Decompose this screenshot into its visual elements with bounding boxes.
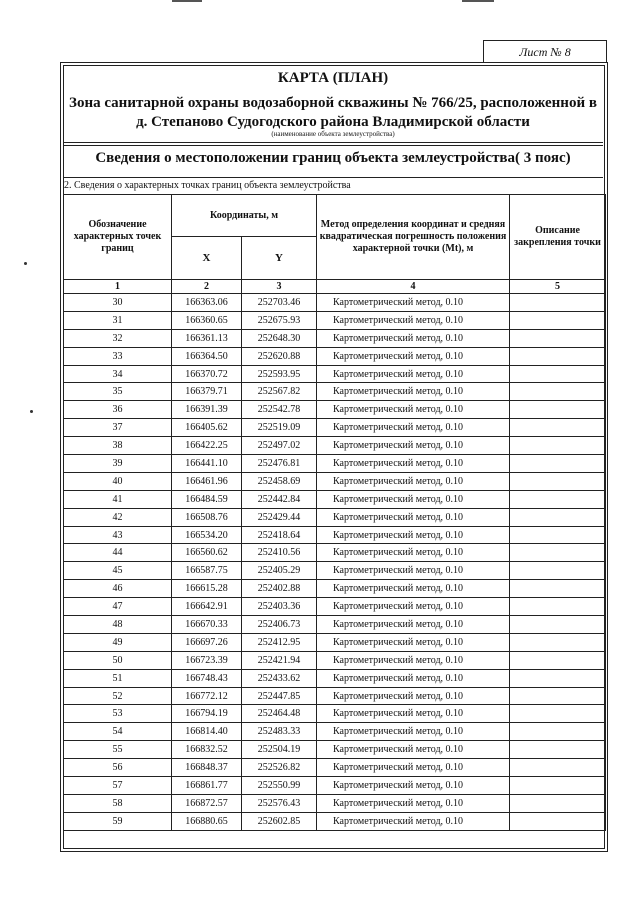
cell-x: 166880.65 — [172, 812, 242, 830]
table-row — [64, 383, 606, 401]
cell-y: 252406.73 — [242, 616, 317, 634]
cell-point: 37 — [64, 419, 172, 437]
cell-point: 44 — [64, 544, 172, 562]
cell-method: Картометрический метод, 0.10 — [317, 329, 510, 347]
cell-y: 252458.69 — [242, 472, 317, 490]
cell-point: 33 — [64, 347, 172, 365]
cell-description — [510, 580, 606, 598]
table-row — [64, 544, 606, 562]
cell-y: 252567.82 — [242, 383, 317, 401]
cell-x: 166534.20 — [172, 526, 242, 544]
header-description: Описание закрепления точки — [510, 195, 606, 280]
cell-y: 252418.64 — [242, 526, 317, 544]
header-method: Метод определения координат и средняя квадратическая погрешность положения характерной точки (Mt), м — [317, 195, 510, 280]
table-row — [64, 723, 606, 741]
document-subtitle: Зона санитарной охраны водозаборной скважины № 766/25, расположенной в д. Степаново Судогодского района Владимирской области — [69, 95, 597, 130]
cell-y: 252542.78 — [242, 401, 317, 419]
cell-description — [510, 419, 606, 437]
cell-y: 252464.48 — [242, 705, 317, 723]
cell-y: 252602.85 — [242, 812, 317, 830]
cell-method: Картометрический метод, 0.10 — [317, 365, 510, 383]
table-row — [64, 455, 606, 473]
cell-description — [510, 383, 606, 401]
cell-method: Картометрический метод, 0.10 — [317, 311, 510, 329]
table-row — [64, 705, 606, 723]
cell-point: 31 — [64, 311, 172, 329]
cell-x: 166848.37 — [172, 759, 242, 777]
cell-method: Картометрический метод, 0.10 — [317, 723, 510, 741]
header-y: Y — [242, 237, 317, 280]
cell-x: 166642.91 — [172, 598, 242, 616]
cell-y: 252402.88 — [242, 580, 317, 598]
cell-y: 252442.84 — [242, 490, 317, 508]
cell-description — [510, 705, 606, 723]
cell-y: 252405.29 — [242, 562, 317, 580]
column-number: 2 — [172, 280, 242, 294]
cell-x: 166484.59 — [172, 490, 242, 508]
cell-y: 252421.94 — [242, 651, 317, 669]
cell-method: Картометрический метод, 0.10 — [317, 562, 510, 580]
cell-y: 252703.46 — [242, 294, 317, 312]
table-row — [64, 347, 606, 365]
cell-description — [510, 526, 606, 544]
cell-method: Картометрический метод, 0.10 — [317, 669, 510, 687]
cell-x: 166508.76 — [172, 508, 242, 526]
scan-speck — [24, 262, 27, 265]
cell-y: 252648.30 — [242, 329, 317, 347]
cell-x: 166723.39 — [172, 651, 242, 669]
sheet-label: Лист № 8 — [483, 40, 607, 63]
cell-y: 252593.95 — [242, 365, 317, 383]
cell-description — [510, 490, 606, 508]
cell-y: 252433.62 — [242, 669, 317, 687]
cell-method: Картометрический метод, 0.10 — [317, 812, 510, 830]
cell-description — [510, 723, 606, 741]
cell-point: 59 — [64, 812, 172, 830]
cell-description — [510, 598, 606, 616]
cell-description — [510, 294, 606, 312]
cell-x: 166697.26 — [172, 633, 242, 651]
column-number: 4 — [317, 280, 510, 294]
cell-description — [510, 347, 606, 365]
cell-method: Картометрический метод, 0.10 — [317, 651, 510, 669]
column-number: 5 — [510, 280, 606, 294]
document-title: КАРТА (ПЛАН) — [277, 70, 389, 86]
cell-method: Картометрический метод, 0.10 — [317, 294, 510, 312]
column-number: 3 — [242, 280, 317, 294]
cell-y: 252526.82 — [242, 759, 317, 777]
cell-point: 55 — [64, 741, 172, 759]
cell-point: 41 — [64, 490, 172, 508]
table-row — [64, 812, 606, 830]
cell-x: 166615.28 — [172, 580, 242, 598]
cell-method: Картометрический метод, 0.10 — [317, 580, 510, 598]
cell-y: 252497.02 — [242, 437, 317, 455]
cell-description — [510, 472, 606, 490]
cell-x: 166772.12 — [172, 687, 242, 705]
cell-x: 166794.19 — [172, 705, 242, 723]
table-row — [64, 401, 606, 419]
cell-x: 166364.50 — [172, 347, 242, 365]
header-designation: Обозначение характерных точек границ — [64, 195, 172, 280]
cell-method: Картометрический метод, 0.10 — [317, 347, 510, 365]
scan-speck — [30, 410, 33, 413]
scan-mark-left — [172, 0, 202, 2]
table-row — [64, 687, 606, 705]
cell-description — [510, 687, 606, 705]
cell-description — [510, 508, 606, 526]
table-row — [64, 669, 606, 687]
cell-description — [510, 401, 606, 419]
cell-method: Картометрический метод, 0.10 — [317, 437, 510, 455]
cell-y: 252447.85 — [242, 687, 317, 705]
table-row — [64, 365, 606, 383]
cell-point: 51 — [64, 669, 172, 687]
cell-description — [510, 311, 606, 329]
cell-x: 166405.62 — [172, 419, 242, 437]
divider — [63, 177, 603, 178]
cell-method: Картометрический метод, 0.10 — [317, 759, 510, 777]
table-row — [64, 562, 606, 580]
cell-method: Картометрический метод, 0.10 — [317, 455, 510, 473]
subsection-title: 2. Сведения о характерных точках границ объекта землеустройства — [64, 180, 351, 191]
cell-y: 252576.43 — [242, 794, 317, 812]
cell-y: 252519.09 — [242, 419, 317, 437]
cell-point: 32 — [64, 329, 172, 347]
cell-point: 30 — [64, 294, 172, 312]
divider — [63, 142, 603, 143]
cell-method: Картометрический метод, 0.10 — [317, 777, 510, 795]
section-title: Сведения о местоположении границ объекта землеустройства( 3 пояс) — [95, 150, 571, 166]
cell-point: 43 — [64, 526, 172, 544]
coordinates-table — [63, 194, 606, 831]
cell-method: Картометрический метод, 0.10 — [317, 794, 510, 812]
cell-y: 252412.95 — [242, 633, 317, 651]
cell-point: 42 — [64, 508, 172, 526]
cell-point: 47 — [64, 598, 172, 616]
table-row — [64, 311, 606, 329]
cell-x: 166379.71 — [172, 383, 242, 401]
table-row — [64, 329, 606, 347]
cell-y: 252550.99 — [242, 777, 317, 795]
cell-x: 166748.43 — [172, 669, 242, 687]
cell-x: 166370.72 — [172, 365, 242, 383]
cell-description — [510, 562, 606, 580]
cell-y: 252483.33 — [242, 723, 317, 741]
cell-point: 40 — [64, 472, 172, 490]
cell-description — [510, 437, 606, 455]
cell-x: 166872.57 — [172, 794, 242, 812]
cell-description — [510, 669, 606, 687]
cell-point: 36 — [64, 401, 172, 419]
table-row — [64, 472, 606, 490]
cell-description — [510, 794, 606, 812]
cell-point: 54 — [64, 723, 172, 741]
cell-y: 252675.93 — [242, 311, 317, 329]
table-row — [64, 777, 606, 795]
table-row — [64, 508, 606, 526]
cell-description — [510, 759, 606, 777]
cell-x: 166587.75 — [172, 562, 242, 580]
cell-x: 166670.33 — [172, 616, 242, 634]
object-caption: (наименование объекта землеустройства) — [271, 130, 395, 138]
cell-description — [510, 633, 606, 651]
cell-method: Картометрический метод, 0.10 — [317, 526, 510, 544]
cell-point: 45 — [64, 562, 172, 580]
cell-point: 50 — [64, 651, 172, 669]
cell-point: 49 — [64, 633, 172, 651]
table-row — [64, 741, 606, 759]
cell-x: 166360.65 — [172, 311, 242, 329]
cell-method: Картометрический метод, 0.10 — [317, 490, 510, 508]
column-number: 1 — [64, 280, 172, 294]
cell-description — [510, 812, 606, 830]
cell-description — [510, 544, 606, 562]
scan-mark-right — [462, 0, 494, 2]
cell-y: 252620.88 — [242, 347, 317, 365]
cell-description — [510, 741, 606, 759]
cell-method: Картометрический метод, 0.10 — [317, 633, 510, 651]
cell-description — [510, 616, 606, 634]
cell-point: 58 — [64, 794, 172, 812]
table-row — [64, 437, 606, 455]
table-row — [64, 580, 606, 598]
cell-method: Картометрический метод, 0.10 — [317, 472, 510, 490]
cell-x: 166422.25 — [172, 437, 242, 455]
cell-x: 166861.77 — [172, 777, 242, 795]
cell-point: 57 — [64, 777, 172, 795]
cell-method: Картометрический метод, 0.10 — [317, 741, 510, 759]
table-row — [64, 294, 606, 312]
cell-y: 252429.44 — [242, 508, 317, 526]
cell-x: 166391.39 — [172, 401, 242, 419]
cell-x: 166814.40 — [172, 723, 242, 741]
table-row — [64, 526, 606, 544]
table-row — [64, 651, 606, 669]
cell-x: 166363.06 — [172, 294, 242, 312]
table-row — [64, 633, 606, 651]
cell-method: Картометрический метод, 0.10 — [317, 419, 510, 437]
cell-method: Картометрический метод, 0.10 — [317, 705, 510, 723]
table-row — [64, 794, 606, 812]
cell-y: 252403.36 — [242, 598, 317, 616]
cell-x: 166361.13 — [172, 329, 242, 347]
cell-x: 166832.52 — [172, 741, 242, 759]
table-row — [64, 598, 606, 616]
cell-method: Картометрический метод, 0.10 — [317, 616, 510, 634]
cell-method: Картометрический метод, 0.10 — [317, 598, 510, 616]
cell-method: Картометрический метод, 0.10 — [317, 508, 510, 526]
cell-y: 252504.19 — [242, 741, 317, 759]
table-row — [64, 419, 606, 437]
header-x: X — [172, 237, 242, 280]
cell-x: 166461.96 — [172, 472, 242, 490]
divider — [63, 145, 603, 146]
cell-point: 52 — [64, 687, 172, 705]
cell-point: 35 — [64, 383, 172, 401]
cell-method: Картометрический метод, 0.10 — [317, 544, 510, 562]
header-coordinates: Координаты, м — [172, 195, 317, 237]
cell-point: 53 — [64, 705, 172, 723]
cell-description — [510, 651, 606, 669]
cell-description — [510, 455, 606, 473]
cell-y: 252410.56 — [242, 544, 317, 562]
cell-method: Картометрический метод, 0.10 — [317, 383, 510, 401]
table-row — [64, 490, 606, 508]
cell-point: 34 — [64, 365, 172, 383]
cell-x: 166441.10 — [172, 455, 242, 473]
cell-point: 48 — [64, 616, 172, 634]
cell-y: 252476.81 — [242, 455, 317, 473]
cell-point: 39 — [64, 455, 172, 473]
table-row — [64, 616, 606, 634]
cell-method: Картометрический метод, 0.10 — [317, 401, 510, 419]
cell-method: Картометрический метод, 0.10 — [317, 687, 510, 705]
cell-description — [510, 365, 606, 383]
cell-point: 38 — [64, 437, 172, 455]
cell-point: 46 — [64, 580, 172, 598]
cell-description — [510, 777, 606, 795]
table-row — [64, 759, 606, 777]
cell-point: 56 — [64, 759, 172, 777]
cell-description — [510, 329, 606, 347]
cell-x: 166560.62 — [172, 544, 242, 562]
